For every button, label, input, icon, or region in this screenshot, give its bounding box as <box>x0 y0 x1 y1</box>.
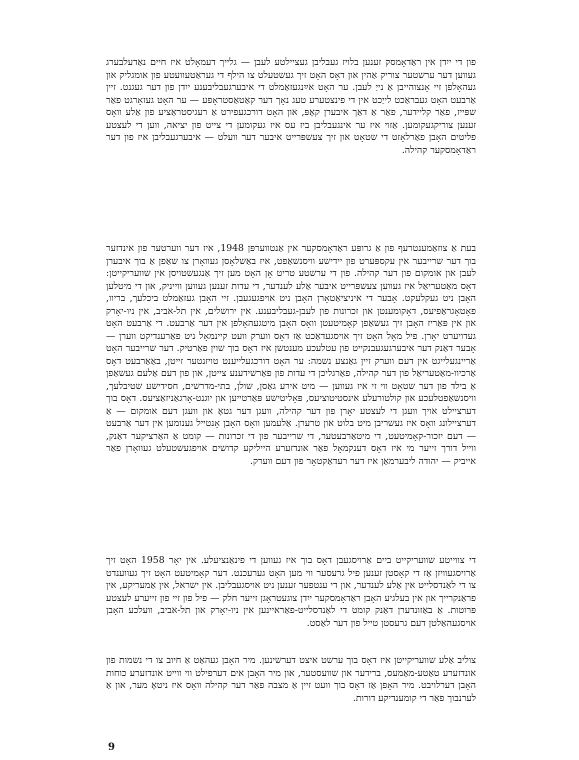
paragraph-1 <box>106 57 476 157</box>
paragraph-4-text: צוליב אַלע שוועריקייטן איז דאָס בוך ערשט איצט דערשינען. מיר האָבן געהאַט אַ חיוב צו די נשמות פון אונדזערע טאַטע-מאַמעס, ברידער און שוועסטער, און מיר האָבן אים דערפילט ווי ווייט אונדזערע כוחות האָבן דערלויבט. מיר האָפן אַז דאָס בוך וועט זיין אַ מצבה פאַר דער קהילה וואָס איז ניטאָ מער, און אַ לערנבוך פאַר די קומענדיקע דורות. <box>106 655 476 704</box>
paragraph-2 <box>106 243 476 468</box>
paragraph-4 <box>106 655 476 705</box>
paragraph-1-text: פון די ייִדן אין ראַדאָמסק זענען בלויז געבליבן געציילטע לעבן — גלייך דעמאָלט איז חיים נאַדעלבערג געווען דער ערשטער צוריק אַהין און דאָס האָט זיך געשטעלט צו הילף די געראַטעוועטע פון אומגליק און געהאָלפן זיי אָנצוהייבן אַ נייַ לעבן. ער האָט אײַנגעזאַמלט די איבערגעבליבענע ייִדן פון דער געגנט. זיין אַרבעט האָט געבראַכט לייַכט אין די פינצטערע טעג נאָך דער קאַטאַסטראָפע — ער האָט געזאָרגט פאַר שפּייז, פאַר קליידער, פאַר אַ דאַך איבערן קאָפּ, און האָט דורכגעפירט אַ רעגיסטראַציע פון אַלע וואָס זענען צוריקגעקומען. אַזוי איז ער אינגעבליבן ביז עס איז געקומען די צייט פון יציאה, ווען די לעצטע פליטים האָבן פאַרלאָזט די שטאָט און זיך צעשפּרייט איבער דער וועלט — איבערגעבליבן איז פון דער ראַדאָמסקער קהילה. <box>106 57 476 156</box>
paragraph-3 <box>106 555 476 630</box>
page-number: 9 <box>108 742 115 753</box>
paragraph-3-text: די צווייטע שוועריקייט ביים אַרויסגעבן דאָס בוך איז געווען די פינאַנציעלע. אין יאָר 1958 האָט זיך אַרויסגעוויזן אַז די קאָסטן זענען פיל גרעסער ווי מען האָט גערעכנט. דער קאָמיטעט האָט זיך געווענדט צו די לאַנדסלייט אין אַלע לענדער, און די ענטפער זענען ניט אויסגעבליבן. אין ישראל, אין אַמעריקע, אין פראַנקרייך און אין בעלגיע האָבן ראַדאָמסקער ייִדן צוגעטראָגן זייער חלק — פיל פון זיי פון זייערע לעצטע פּרוטות. אַ באַזונדערן דאַנק קומט די לאַנדסלייט-פאַראיינען אין ניו-יאָרק און תל-אביב, וועלכע האָבן אויסגעהאַלטן דעם גרעסטן טייל פון דער לאַסט. <box>106 555 476 629</box>
paragraph-2-text: בעת אַ צוזאַמענטרעף פון אַ גרופּע ראַדאָמסקער אין אַנטווערפּן 1948, איז דער ווערטער פון אינדזער בוך דער שרייבער אין עקספּערט פון יידישע וויסנשאַפט, איז באַשלאָסן געוואָרן צו שאַפן אַ בוך איבערן לעבן און אומקום פון דער קהילה. פון די ערשטע טריט אָן האָט מען זיך אַנגעשטויסן אין שוועריקייטן: דאָס מאַטעריאַל איז געווען צעשפּרייט איבער אַלע לענדער, די עדות זענען געווען ווייניק, און די מיטלען האָבן ניט געקלעקט. אָבער די איניציאַטאָרן האָבן ניט אויפגעגעבן. זיי האָבן געזאַמלט ביכלעך, בריוו, פאָטאָגראַפיעס, דאָקומענטן און זכרונות פון לעבן-געבליבענע. אין ירושלים, אין תל-אביב, אין ניו-יאָרק און אין פּאַריז האָבן זיך געשאַפן קאָמיטעטן וואָס האָבן מיטגעהאָלפן אין דער אַרבעט. די אַרבעט האָט געדויערט יאָרן. פיל מאָל האָט זיך אויסגעדאַכט אַז דאָס ווערק וועט קיינמאָל ניט פאַרענדיקט ווערן — אָבער דאַנק דער איבערגעגעבנקייט פון עטלעכע מענטשן איז דאָס בוך שוין פאַרטיק. דער שרייבער האָט אַריינגעלייגט אין דעם ווערק זיין גאַנצע נשמה: ער האָט דורכגעלייענט טויזנטער זייטן, באַאַרבעט דאָס אַרכיוו-מאַטעריאַל פון דער קהילה, פאַרגליכן די עדות פון פאַרשידענע צייטן, און פון דעם אַלעם געשאַפן אַ בילד פון דער שטאָט ווי זי איז געווען — מיט אירע גאַסן, שולן, בתי-מדרשים, חסידישע שטיבלעך, וויסנשאַפטלעכע און קולטורעלע אינסטיטוציעס, פּאָליטישע פּאַרטייען און יוגנט-אָרגאַניזאַציעס. דאָס בוך דערציילט אויך וועגן די לעצטע יאָרן פון דער קהילה, וועגן דער גטאָ און וועגן דעם אומקום — אַ דערציילונג וואָס איז געשריבן מיט בלוט און טרערן. אַלעמען וואָס האָבן אָנטייל גענומען אין דער אַרבעט — דעם יזכור-קאָמיטעט, די מיטאַרבעטער, די שרייבער פון די זכרונות — קומט אַ האַרציקער דאַנק, ווייל דורך זייער מי איז דאָס דענקמאָל פאַר אונדזערע הייליקע קדושים אויפגעשטעלט געוואָרן פאַר אייביק — יהודה ליבערמאַן איז דער רעדאַקטאָר פון דעם ווערק. <box>106 243 476 467</box>
